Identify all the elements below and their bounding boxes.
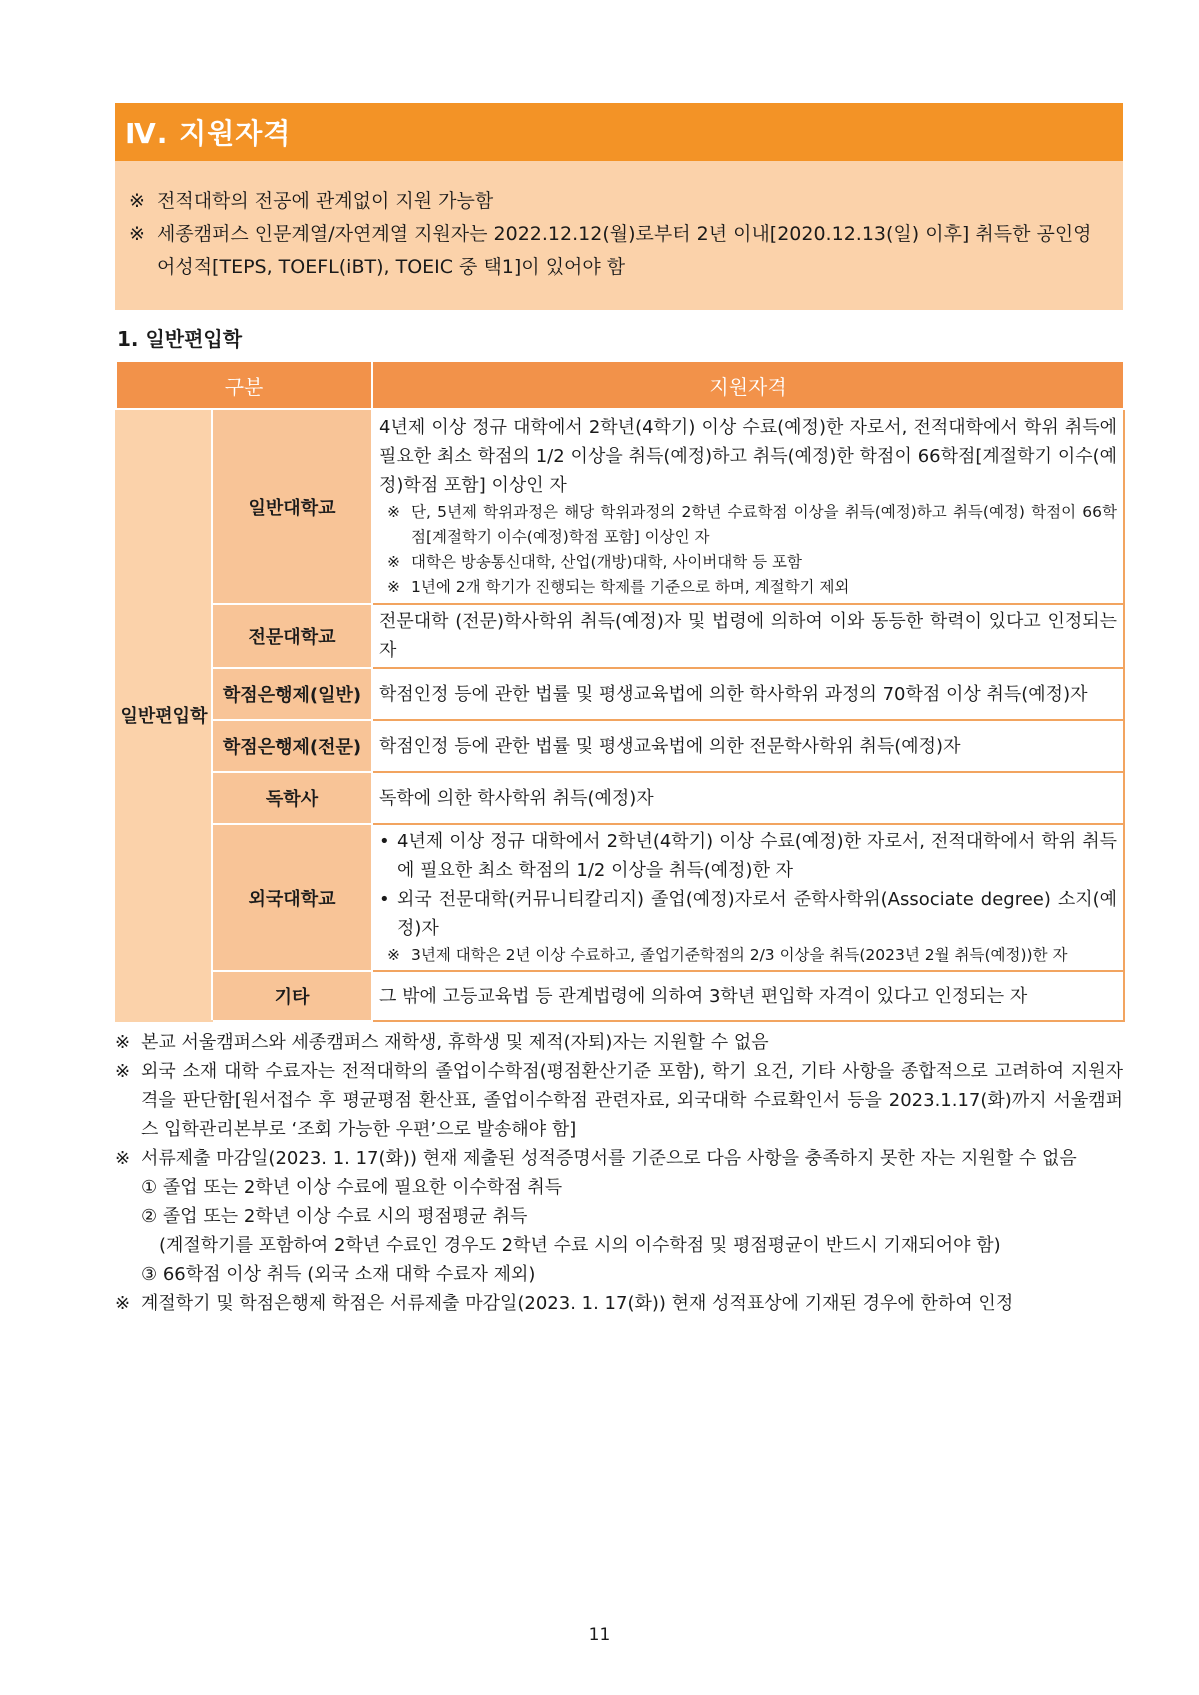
row-label: 전문대학교	[212, 604, 372, 668]
category-cell: 일반편입학	[116, 409, 212, 1021]
section-title: Ⅳ. 지원자격	[125, 117, 292, 150]
table-row	[116, 409, 1124, 604]
section-header	[115, 103, 1123, 161]
note-line	[379, 550, 1117, 575]
row-label: 독학사	[212, 772, 372, 824]
eligibility-table	[115, 362, 1125, 1022]
reference-mark: ※	[115, 1148, 131, 1169]
reference-mark: ※	[115, 1061, 131, 1082]
note-text: 대학은 방송통신대학, 산업(개방)대학, 사이버대학 등 포함	[411, 553, 802, 571]
bullet-item	[379, 827, 1117, 885]
row-description: 독학에 의한 학사학위 취득(예정)자	[372, 772, 1124, 824]
row-label: 일반대학교	[212, 409, 372, 604]
row-description	[372, 409, 1124, 604]
bullet-text: 외국 전문대학(커뮤니티칼리지) 졸업(예정)자로서 준학사학위(Associate degree) 소지(예정)자	[397, 889, 1118, 939]
row-label: 학점은행제(전문)	[212, 720, 372, 772]
footnote-text: 외국 소재 대학 수료자는 전적대학의 졸업이수학점(평점환산기준 포함), 학기 요건, 기타 사항을 종합적으로 고려하여 지원자격을 판단함[원서접수 후 평균평점 환산표, 졸업이수학점 관련자료, 외국대학 수료확인서 등을 2023.1.17(화)까지 서울캠퍼스 입학관리본부로 ‘조회 가능한 우편’으로 발송해야 함]	[141, 1061, 1123, 1140]
subsection-title: 1. 일반편입학	[117, 327, 243, 351]
notice-text: 세종캠퍼스 인문계열/자연계열 지원자는 2022.12.12(월)로부터 2년 이내[2020.12.13(일) 이후] 취득한 공인영어성적[TEPS, TOEFL(iBT), TOEIC 중 택1]이 있어야 함	[157, 223, 1092, 278]
footnotes	[115, 1028, 1123, 1318]
table-row	[116, 604, 1124, 668]
note-line	[379, 500, 1117, 550]
row-description: 전문대학 (전문)학사학위 취득(예정)자 및 법령에 의하여 이와 동등한 학력이 있다고 인정되는 자	[372, 604, 1124, 668]
footnote-text: 서류제출 마감일(2023. 1. 17(화)) 현재 제출된 성적증명서를 기준으로 다음 사항을 충족하지 못한 자는 지원할 수 없음	[141, 1148, 1077, 1169]
page-number: 11	[588, 1625, 611, 1645]
footnote	[115, 1057, 1123, 1144]
notice-line	[129, 185, 1109, 218]
note-text: 1년에 2개 학기가 진행되는 학제를 기준으로 하며, 계절학기 제외	[411, 578, 850, 596]
footnote-text: 본교 서울캠퍼스와 세종캠퍼스 재학생, 휴학생 및 제적(자퇴)자는 지원할 수 없음	[141, 1032, 769, 1053]
row-description: 학점인정 등에 관한 법률 및 평생교육법에 의한 전문학사학위 취득(예정)자	[372, 720, 1124, 772]
notice-box	[115, 161, 1123, 310]
bullet-mark: •	[379, 889, 390, 910]
bullet-mark: •	[379, 831, 390, 852]
footnote-text: 계절학기 및 학점은행제 학점은 서류제출 마감일(2023. 1. 17(화)) 현재 성적표상에 기재된 경우에 한하여 인정	[141, 1293, 1014, 1314]
reference-mark: ※	[129, 190, 145, 212]
header-category: 구분	[116, 362, 372, 409]
table-header-row	[116, 362, 1124, 409]
reference-mark: ※	[129, 223, 145, 245]
note-text: 단, 5년제 학위과정은 해당 학위과정의 2학년 수료학점 이상을 취득(예정)하고 취득(예정) 학점이 66학점[계절학기 이수(예정)학점 포함] 이상인 자	[411, 503, 1118, 546]
footnote	[115, 1289, 1123, 1318]
table-row	[116, 971, 1124, 1021]
row-description: 그 밖에 고등교육법 등 관계법령에 의하여 3학년 편입학 자격이 있다고 인정되는 자	[372, 971, 1124, 1021]
reference-mark: ※	[115, 1293, 131, 1314]
description-text: 4년제 이상 정규 대학에서 2학년(4학기) 이상 수료(예정)한 자로서, 전적대학에서 학위 취득에 필요한 최소 학점의 1/2 이상을 취득(예정)하고 취득(예정)한 학점이 66학점[계절학기 이수(예정)학점 포함] 이상인 자	[379, 417, 1118, 496]
note-line	[379, 943, 1117, 968]
note-text: 3년제 대학은 2년 이상 수료하고, 졸업기준학점의 2/3 이상을 취득(2023년 2월 취득(예정))한 자	[411, 946, 1068, 964]
table-row	[116, 720, 1124, 772]
reference-mark: ※	[387, 553, 401, 571]
notice-text: 전적대학의 전공에 관계없이 지원 가능함	[157, 190, 494, 212]
reference-mark: ※	[115, 1032, 131, 1053]
footnote	[115, 1144, 1123, 1173]
footnote-subitem: ① 졸업 또는 2학년 이상 수료에 필요한 이수학점 취득	[141, 1177, 563, 1198]
bullet-item	[379, 885, 1117, 943]
row-label: 기타	[212, 971, 372, 1021]
row-description	[372, 824, 1124, 971]
reference-mark: ※	[387, 578, 401, 596]
table-row	[116, 668, 1124, 720]
bullet-text: 4년제 이상 정규 대학에서 2학년(4학기) 이상 수료(예정)한 자로서, 전적대학에서 학위 취득에 필요한 최소 학점의 1/2 이상을 취득(예정)한 자	[397, 831, 1118, 881]
notice-line	[129, 218, 1109, 284]
footnote-subitem: (계절학기를 포함하여 2학년 수료인 경우도 2학년 수료 시의 이수학점 및 평점평균이 반드시 기재되어야 함)	[159, 1235, 1001, 1256]
page-content	[115, 103, 1123, 1318]
footnote-subitem: ② 졸업 또는 2학년 이상 수료 시의 평점평균 취득	[141, 1206, 528, 1227]
header-qualification: 지원자격	[372, 362, 1124, 409]
footnote-subitem: ③ 66학점 이상 취득 (외국 소재 대학 수료자 제외)	[141, 1264, 536, 1285]
note-line	[379, 575, 1117, 600]
footnote	[115, 1028, 1123, 1057]
row-label: 외국대학교	[212, 824, 372, 971]
table-row	[116, 772, 1124, 824]
row-description: 학점인정 등에 관한 법률 및 평생교육법에 의한 학사학위 과정의 70학점 이상 취득(예정)자	[372, 668, 1124, 720]
reference-mark: ※	[387, 946, 401, 964]
table-row	[116, 824, 1124, 971]
row-label: 학점은행제(일반)	[212, 668, 372, 720]
reference-mark: ※	[387, 503, 401, 521]
